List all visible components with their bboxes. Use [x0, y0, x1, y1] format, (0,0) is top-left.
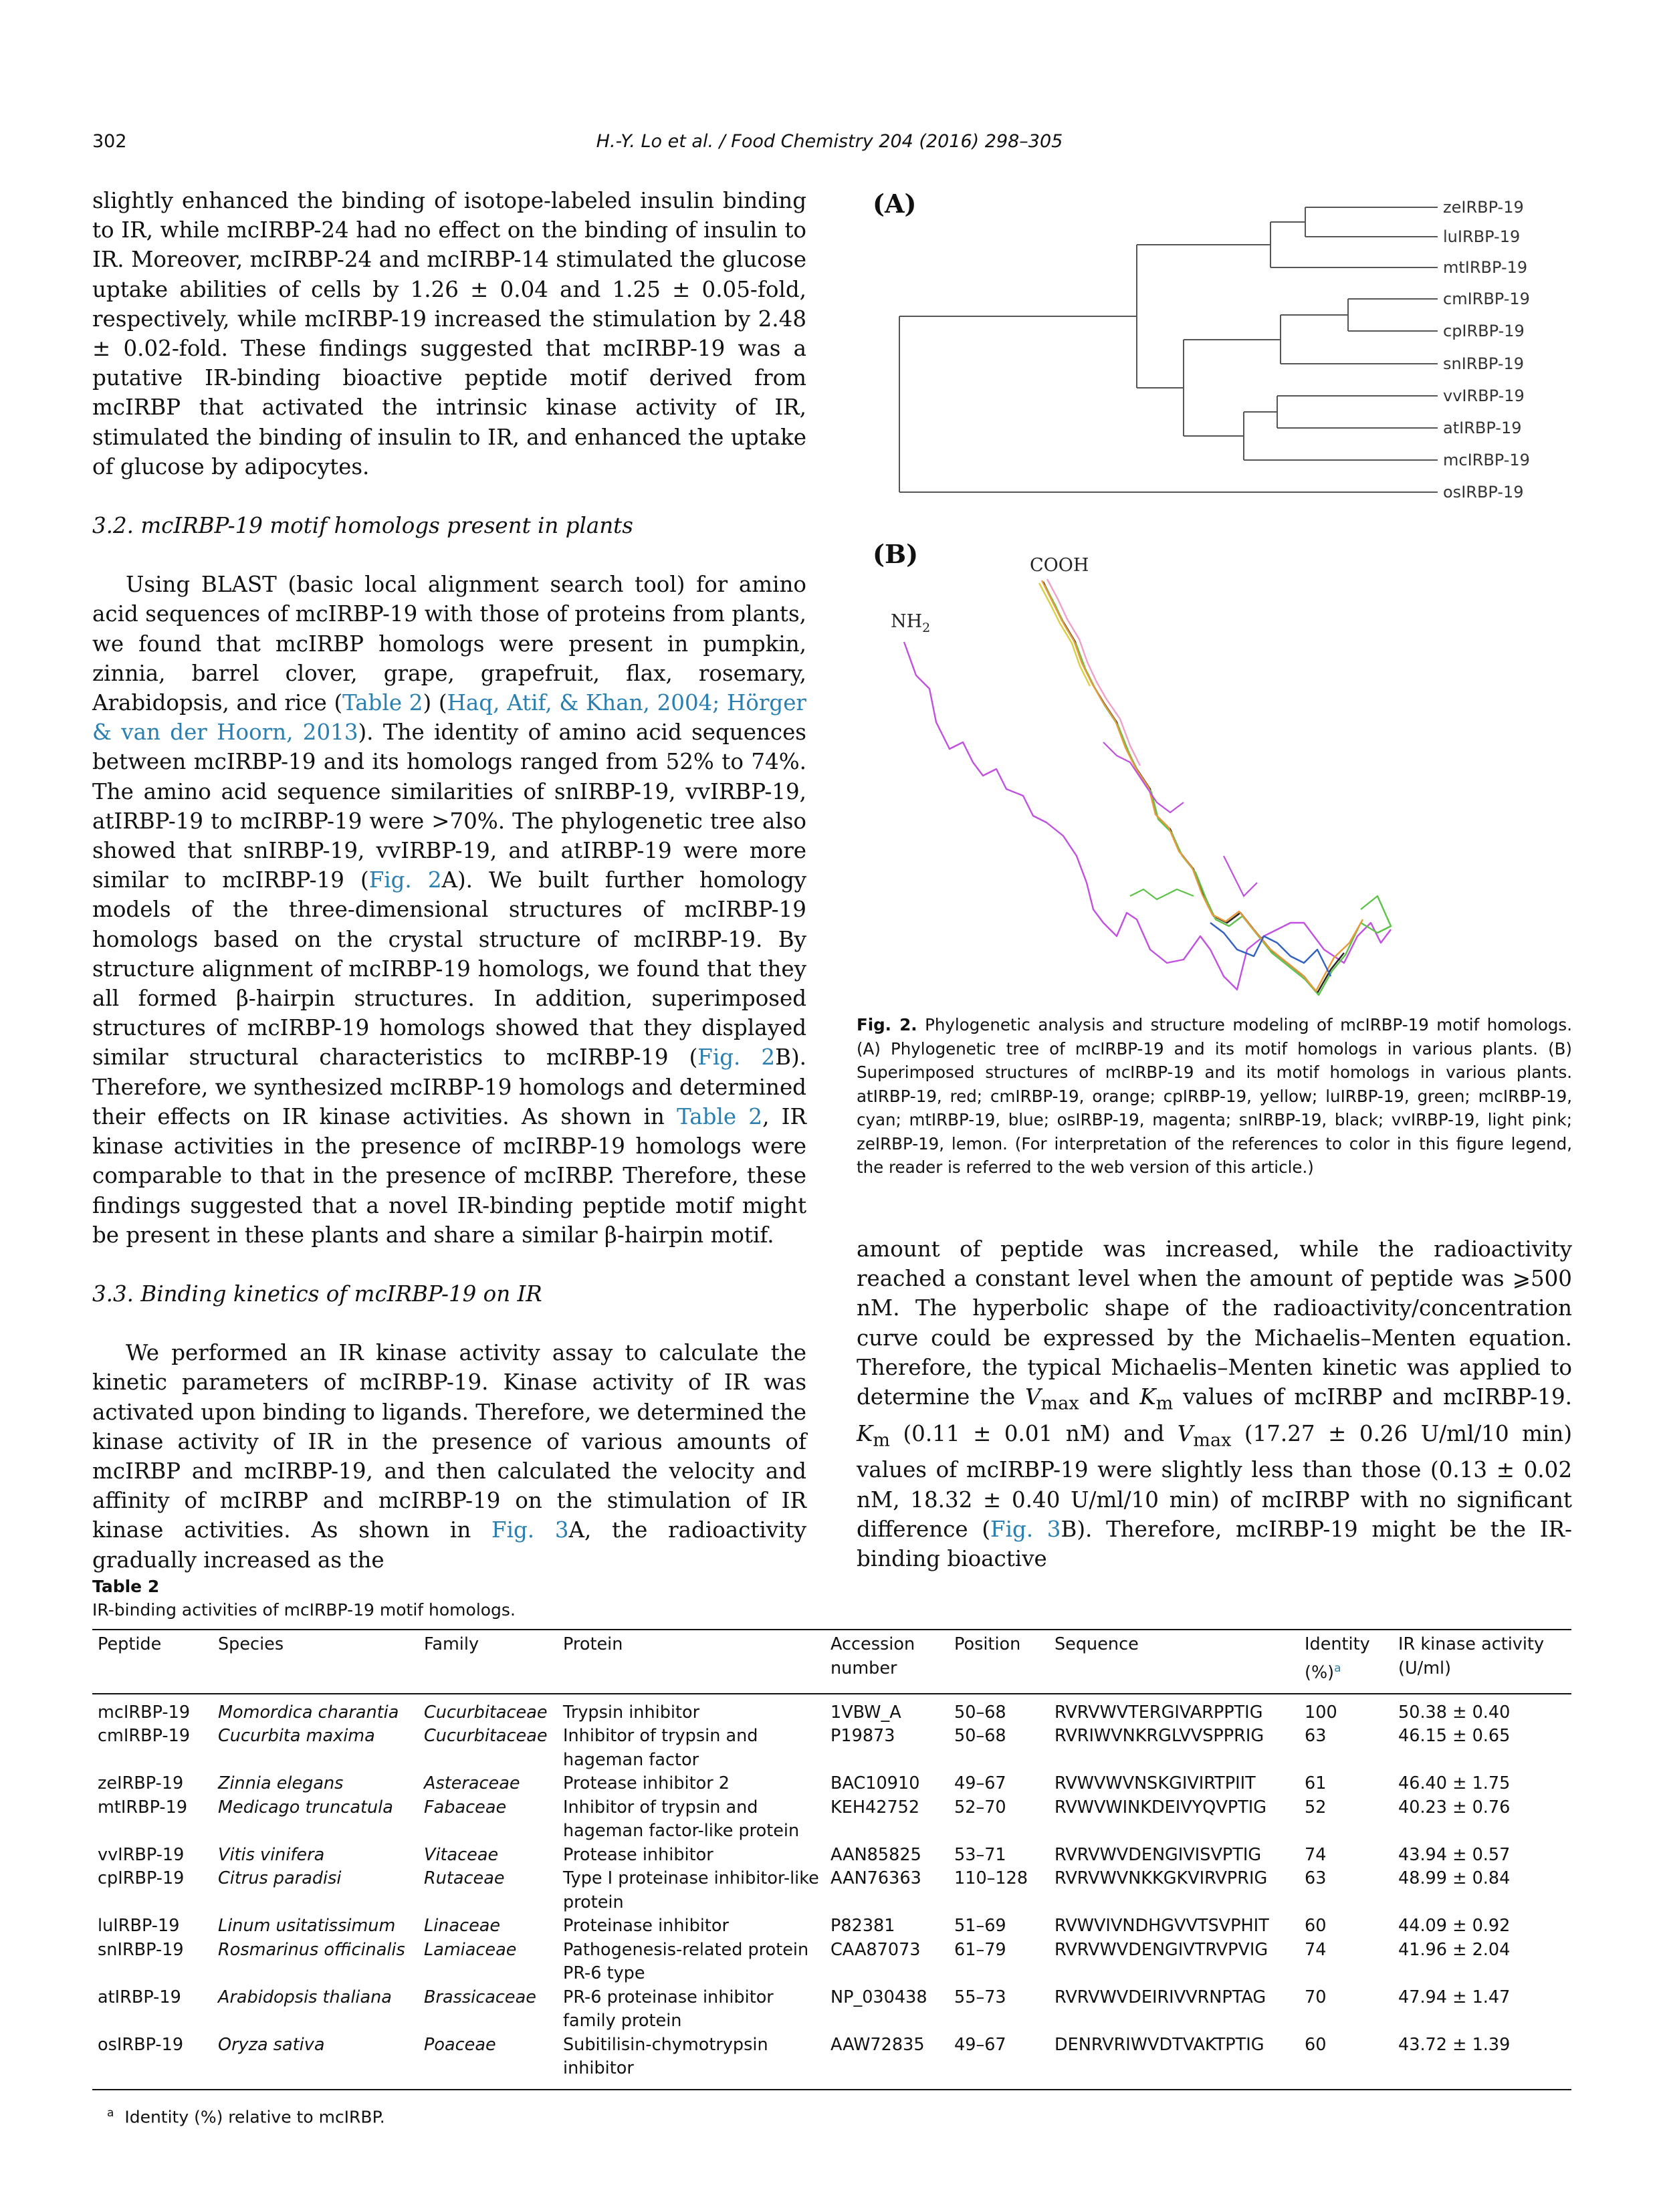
- reference-link[interactable]: Haq, Atif, & Khan, 2004; Hörger & van der Hoorn, 2013: [92, 690, 806, 746]
- table-2: [92, 1629, 1571, 2090]
- structure-trace-green: [1044, 585, 1391, 995]
- table-cell: Cucurbitaceae: [424, 1726, 548, 1746]
- tree-branch: [1277, 396, 1438, 428]
- table-cell: BAC10910: [831, 1773, 920, 1793]
- tree-leaf-label: mtIRBP-19: [1443, 258, 1528, 277]
- table-cell: luIRBP-19: [98, 1916, 180, 1936]
- table-cell: Pathogenesis-related protein PR-6 type: [563, 1939, 809, 1983]
- table-cell: P82381: [831, 1916, 895, 1936]
- table-cell: Trypsin inhibitor: [563, 1702, 700, 1723]
- tree-leaf-label: snIRBP-19: [1443, 354, 1525, 373]
- table-row: [92, 2033, 1571, 2090]
- tree-branch: [1348, 299, 1438, 331]
- table-cell: Fabaceae: [424, 1797, 507, 1817]
- tree-branch: [1281, 315, 1438, 364]
- table-cell: Lamiaceae: [424, 1939, 517, 1960]
- table-row: [92, 1796, 1571, 1844]
- table-cell: 43.94 ± 0.57: [1398, 1844, 1511, 1865]
- table-cell: Cucurbita maxima: [218, 1726, 375, 1746]
- fig-3-link[interactable]: Fig. 3: [491, 1517, 569, 1543]
- table-cell: 40.23 ± 0.76: [1398, 1797, 1511, 1817]
- table-cell: 63: [1305, 1726, 1327, 1746]
- paragraph-3-2: Using BLAST (basic local alignment search tool) for amino acid sequences of mcIRBP-19 with those of proteins from plants, we found that mcIRBP homologs were present in pumpkin, zinnia, barrel clover, grape, grapefruit, flax, rosemary, Arabidopsis, and rice (Table 2) (Haq, Atif, & Khan, 2004; Hörger & van der Hoorn, 2013). The identity of amino acid sequences between mcIRBP-19 and its homologs ranged from 52% to 74%. The amino acid sequence similarities of snIRBP-19, vvIRBP-19, atIRBP-19 to mcIRBP-19 were >70%. The phylogenetic tree also showed that snIRBP-19, vvIRBP-19, and atIRBP-19 were more similar to mcIRBP-19 (Fig. 2A). We built further homology models of the three-dimensional structures of mcIRBP-19 homologs based on the crystal structure of mcIRBP-19. By structure alignment of mcIRBP-19 homologs, we found that they all formed β-hairpin structures. In addition, superimposed structures of mcIRBP-19 homologs showed that they displayed similar structural characteristics to mcIRBP-19 (Fig. 2B). Therefore, we synthesized mcIRBP-19 homologs and determined their effects on IR kinase activities. As shown in Table 2, IR kinase activities in the presence of mcIRBP-19 homologs were comparable to that in the presence of mcIRBP. Therefore, these findings suggested that a novel IR-binding peptide motif might be present in these plants and share a similar β-hairpin motif.: [92, 572, 807, 1248]
- table-cell: 70: [1305, 1987, 1327, 2007]
- table-cell: 61–79: [954, 1939, 1006, 1960]
- figure-panel-a-label: (A): [873, 189, 917, 219]
- table-row: [92, 1914, 1571, 1939]
- table-cell: Cucurbitaceae: [424, 1702, 548, 1723]
- table-cell: snIRBP-19: [98, 1939, 184, 1960]
- column-header: Species: [218, 1634, 284, 1654]
- paragraph-kinetics: amount of peptide was increased, while the radioactivity reached a constant level when the amount of peptide was ⩾500 nM. The hyperbolic shape of the radioactivity/concentration curve could be expressed by the Michaelis–Menten equation. Therefore, the typical Michaelis–Menten kinetic was applied to determine the $V_{max}$ and $K_m$ values of mcIRBP and mcIRBP-19. $K_m$ (0.11 ± 0.01 nM) and $V_{max}$ (17.27 ± 0.26 U/ml/10 min) values of mcIRBP-19 were slightly less than those (0.13 ± 0.02 nM, 18.32 ± 0.40 U/ml/10 min) of mcIRBP with no significant difference (Fig. 3B). Therefore, mcIRBP-19 might be the IR-binding bioactive: [857, 1236, 1573, 1572]
- section-3-2-title: 3.2. mcIRBP-19 motif homologs present in plants: [92, 513, 633, 539]
- table-cell: 63: [1305, 1868, 1327, 1888]
- table-cell: atIRBP-19: [98, 1987, 181, 2007]
- table-cell: AAN85825: [831, 1844, 921, 1865]
- table-cell: Asteraceae: [424, 1773, 520, 1793]
- table-cell: 41.96 ± 2.04: [1398, 1939, 1511, 1960]
- table-cell: RVRVWVDEIRIVVRNPTAG: [1055, 1987, 1266, 2007]
- table-cell: CAA87073: [831, 1939, 921, 1960]
- table-cell: 46.40 ± 1.75: [1398, 1773, 1511, 1793]
- table-cell: Oryza sativa: [218, 2034, 325, 2055]
- structure-trace-black: [1043, 582, 1344, 993]
- table-2-link[interactable]: Table 2: [342, 690, 423, 716]
- table-cell: NP_030438: [831, 1987, 927, 2007]
- table-cell: 50–68: [954, 1726, 1006, 1746]
- table-cell: RVRVWVNKKGKVIRVPRIG: [1055, 1868, 1268, 1888]
- table-cell: Rosmarinus officinalis: [218, 1939, 405, 1960]
- column-header: Identity (%)$^a$: [1305, 1634, 1370, 1682]
- column-header: Family: [424, 1634, 479, 1654]
- figure-2-caption: Fig. 2. Phylogenetic analysis and structure modeling of mcIRBP-19 motif homologs. (A) Phylogenetic tree of mcIRBP-19 and its motif homologs in various plants. (B) Superimposed structures of mcIRBP-19 and its motif homologs in various plants. atIRBP-19, red; cmIRBP-19, orange; cpIRBP-19, yellow; luIRBP-19, green; mcIRBP-19, cyan; mtIRBP-19, blue; osIRBP-19, magenta; snIRBP-19, black; vvIRBP-19, light pink; zeIRBP-19, lemon. (For interpretation of the references to color in this figure legend, the reader is referred to the web version of this article.): [857, 1015, 1572, 1177]
- table-cell: Brassicaceae: [424, 1987, 536, 2007]
- table-cell: cmIRBP-19: [98, 1726, 191, 1746]
- table-cell: KEH42752: [831, 1797, 920, 1817]
- table-cell: 48.99 ± 0.84: [1398, 1868, 1511, 1888]
- tree-branch: [899, 316, 1438, 492]
- table-row: [92, 1844, 1571, 1868]
- table-cell: 60: [1305, 1916, 1327, 1936]
- table-cell: 49–67: [954, 2034, 1006, 2055]
- column-header: Position: [954, 1634, 1021, 1654]
- column-header: Peptide: [98, 1634, 162, 1654]
- table-cell: AAW72835: [831, 2034, 925, 2055]
- column-header: Sequence: [1055, 1634, 1139, 1654]
- page-number: 302: [92, 131, 127, 152]
- table-cell: RVRVWVDENGIVISVPTIG: [1055, 1844, 1262, 1865]
- table-cell: RVRIWVNKRGLVVSPPRIG: [1055, 1726, 1264, 1746]
- table-cell: Protease inhibitor: [563, 1844, 713, 1865]
- tree-branch: [1305, 207, 1438, 237]
- table-cell: 46.15 ± 0.65: [1398, 1726, 1511, 1746]
- table-cell: 60: [1305, 2034, 1327, 2055]
- table-cell: PR-6 proteinase inhibitor family protein: [563, 1987, 774, 2031]
- table-cell: 53–71: [954, 1844, 1006, 1865]
- fig-2-link[interactable]: Fig. 2: [697, 1044, 776, 1071]
- table-cell: RVWVWINKDEIVYQVPTIG: [1055, 1797, 1266, 1817]
- column-header: Protein: [563, 1634, 623, 1654]
- structure-trace-yellow: [1039, 583, 1090, 686]
- table-cell: 74: [1305, 1939, 1327, 1960]
- table-cell: zeIRBP-19: [98, 1773, 184, 1793]
- table-cell: 100: [1305, 1702, 1337, 1723]
- tree-leaf-label: atIRBP-19: [1443, 419, 1522, 437]
- tree-leaf-label: zeIRBP-19: [1443, 198, 1524, 217]
- table-2-link[interactable]: Table 2: [677, 1103, 763, 1129]
- table-title: IR-binding activities of mcIRBP-19 motif homologs.: [92, 1600, 516, 1620]
- tree-leaf-label: cmIRBP-19: [1443, 290, 1530, 308]
- table-cell: 47.94 ± 1.47: [1398, 1987, 1511, 2007]
- table-cell: Linaceae: [424, 1916, 501, 1936]
- table-cell: Proteinase inhibitor: [563, 1916, 729, 1936]
- right-column: [857, 1234, 1572, 1573]
- table-cell: mtIRBP-19: [98, 1797, 188, 1817]
- table-row: [92, 1725, 1571, 1772]
- table-row: [92, 1867, 1571, 1914]
- table-cell: 50–68: [954, 1702, 1006, 1723]
- tree-branch: [1270, 222, 1438, 267]
- table-cell: 110–128: [954, 1868, 1028, 1888]
- table-cell: P19873: [831, 1726, 895, 1746]
- table-cell: 61: [1305, 1773, 1327, 1793]
- table-cell: Inhibitor of trypsin and hageman factor: [563, 1726, 758, 1770]
- tree-branch: [1137, 245, 1270, 388]
- table-cell: Rutaceae: [424, 1868, 505, 1888]
- table-cell: Arabidopsis thaliana: [218, 1987, 392, 2007]
- table-cell: 44.09 ± 0.92: [1398, 1916, 1511, 1936]
- left-column: [92, 186, 806, 1575]
- table-header-row: [92, 1630, 1571, 1694]
- table-cell: Citrus paradisi: [218, 1868, 342, 1888]
- table-cell: Protease inhibitor 2: [563, 1773, 730, 1793]
- table-cell: cpIRBP-19: [98, 1868, 185, 1888]
- table-cell: 50.38 ± 0.40: [1398, 1702, 1511, 1723]
- table-cell: 1VBW_A: [831, 1702, 901, 1723]
- tree-branch: [1244, 412, 1438, 460]
- table-cell: RVWVIVNDHGVVTSVPHIT: [1055, 1916, 1269, 1936]
- phylogenetic-tree: [896, 194, 1578, 508]
- running-title: H.-Y. Lo et al. / Food Chemistry 204 (2016) 298–305: [596, 131, 1063, 152]
- table-cell: osIRBP-19: [98, 2034, 184, 2055]
- fig-3-link[interactable]: Fig. 3: [990, 1516, 1061, 1542]
- footnote-marker[interactable]: a: [1334, 1661, 1341, 1675]
- table-row: [92, 1939, 1571, 1986]
- tree-leaf-label: cpIRBP-19: [1443, 322, 1525, 340]
- fig-2-link[interactable]: Fig. 2: [368, 867, 442, 893]
- table-cell: Momordica charantia: [218, 1702, 399, 1723]
- table-cell: Vitis vinifera: [218, 1844, 325, 1865]
- tree-leaf-label: vvIRBP-19: [1443, 386, 1525, 405]
- table-cell: DENRVRIWVDTVAKTPTIG: [1055, 2034, 1264, 2055]
- table-cell: 49–67: [954, 1773, 1006, 1793]
- table-row: [92, 1986, 1571, 2033]
- table-cell: RVRVWVDENGIVTRVPVIG: [1055, 1939, 1268, 1960]
- table-cell: 52: [1305, 1797, 1327, 1817]
- table-row: [92, 1694, 1571, 1725]
- table-cell: Type I proteinase inhibitor-like protein: [563, 1868, 819, 1912]
- table-cell: 52–70: [954, 1797, 1006, 1817]
- caption-label: Fig. 2.: [857, 1015, 917, 1034]
- table-cell: Medicago truncatula: [218, 1797, 393, 1817]
- nh2-label: $NH_2$: [891, 611, 931, 635]
- column-header: Accession number: [831, 1634, 915, 1678]
- table-cell: Inhibitor of trypsin and hageman factor-like protein: [563, 1797, 800, 1841]
- tree-leaf-label: luIRBP-19: [1443, 227, 1521, 246]
- cooh-label: COOH: [1030, 555, 1089, 576]
- structure-trace-magenta: [904, 642, 1391, 990]
- tree-branch: [1184, 340, 1281, 436]
- table-cell: mcIRBP-19: [98, 1702, 191, 1723]
- section-3-3-title: 3.3. Binding kinetics of mcIRBP-19 on IR: [92, 1281, 542, 1307]
- column-header: IR kinase activity (U/ml): [1398, 1634, 1545, 1678]
- table-cell: Poaceae: [424, 2034, 496, 2055]
- structure-trace-pink: [1047, 579, 1140, 766]
- table-cell: 51–69: [954, 1916, 1006, 1936]
- structure-trace-orange: [1042, 580, 1363, 991]
- superimposed-structure: [863, 548, 1585, 1003]
- paragraph-3-3: We performed an IR kinase activity assay to calculate the kinetic parameters of mcIRBP-19. Kinase activity of IR was activated upon binding to ligands. Therefore, we determined the kinase activity of IR in the presence of various amounts of mcIRBP and mcIRBP-19, and then calculated the velocity and affinity of mcIRBP and mcIRBP-19 on the stimulation of IR kinase activities. As shown in Fig. 3A, the radioactivity gradually increased as the: [92, 1340, 806, 1573]
- table-cell: 43.72 ± 1.39: [1398, 2034, 1511, 2055]
- table-cell: Subitilisin-chymotrypsin inhibitor: [563, 2034, 768, 2078]
- paragraph-intro: slightly enhanced the binding of isotope-labeled insulin binding to IR, while mcIRBP-24 had no effect on the binding of insulin to IR. Moreover, mcIRBP-24 and mcIRBP-14 stimulated the glucose uptake abilities of cells by 1.26 ± 0.04 and 1.25 ± 0.05-fold, respectively, while mcIRBP-19 increased the stimulation by 2.48 ± 0.02-fold. These findings suggested that mcIRBP-19 was a putative IR-binding bioactive peptide motif derived from mcIRBP that activated the intrinsic kinase activity of IR, stimulated the binding of insulin to IR, and enhanced the uptake of glucose by adipocytes.: [92, 188, 806, 479]
- table-cell: Zinnia elegans: [218, 1773, 344, 1793]
- table-cell: vvIRBP-19: [98, 1844, 185, 1865]
- table-cell: 74: [1305, 1844, 1327, 1865]
- tree-leaf-label: osIRBP-19: [1443, 483, 1524, 502]
- table-row: [92, 1772, 1571, 1796]
- table-cell: 55–73: [954, 1987, 1006, 2007]
- table-label: Table 2: [92, 1577, 160, 1596]
- figure-panel-b-label: (B): [873, 539, 919, 569]
- table-cell: AAN76363: [831, 1868, 921, 1888]
- table-cell: Vitaceae: [424, 1844, 499, 1865]
- table-cell: RVRVWVTERGIVARPPTIG: [1055, 1702, 1263, 1723]
- tree-leaf-label: mcIRBP-19: [1443, 451, 1530, 469]
- table-cell: Linum usitatissimum: [218, 1916, 396, 1936]
- table-footnote: $^a$ Identity (%) relative to mcIRBP.: [107, 2106, 385, 2127]
- table-cell: RVWVWVNSKGIVIRTPIIT: [1055, 1773, 1256, 1793]
